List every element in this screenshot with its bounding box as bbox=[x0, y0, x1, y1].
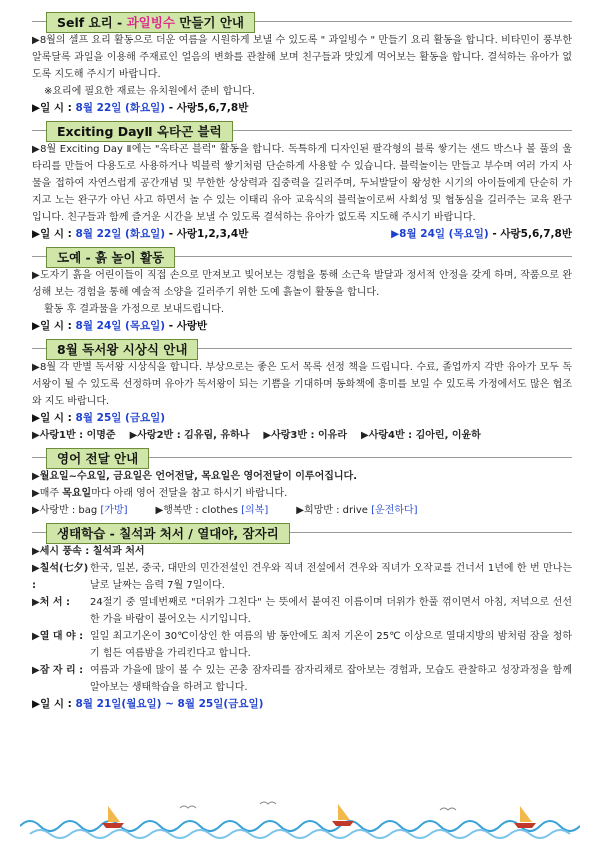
section-body: ▶8월의 셀프 요리 활동으로 더운 여름을 시원하게 보낼 수 있도록 " 과일빙수 " 만들기 요리 활동을 합니다. 비타민이 풍부한 알록달록 과일을 이용해 주재료인 얼음의 변화를 관찰해 보며 친구들과 맛있게 먹어보는 활동을 합니다. 결석하는 유아가 없도록 지도해 주시기 바랍니다. bbox=[32, 35, 572, 80]
section-self-cooking bbox=[32, 12, 572, 117]
boat-icon bbox=[332, 804, 354, 826]
section-body: ▶월요일~수요일, 금요일은 언어전달, 목요일은 영어전달이 이루어집니다. bbox=[32, 471, 358, 482]
section-title: 8월 독서왕 시상식 안내 bbox=[46, 339, 198, 360]
ecology-item: ▶잠 자 리 : 여름과 가을에 많이 볼 수 있는 곤충 잠자리를 잠자리채로 잡아보는 경험과, 모습도 관찰하고 성장과정을 함께 알아보는 생태학습을 하려고 합니다. bbox=[32, 665, 572, 693]
winner-item: ▶사랑2반 : 김유림, 유하나 bbox=[129, 430, 250, 441]
section-pottery bbox=[32, 247, 572, 335]
boat-icon bbox=[514, 806, 536, 828]
section-body: ▶8월 Exciting Day Ⅱ에는 "옥타곤 블럭" 활동을 합니다. 독특하게 디자인된 팔각형의 블록 쌓기는 샌드 박스나 볼 풀의 울타리를 만들어 다용도로 사용하거나 빅블럭 쌓기처럼 단순하게 사용할 수 있습니다. 블럭놀이는 만들고 부수며 여러 가지 사물을 접하여 자연스럽게 공간개념 및 무한한 상상력과 집중력을 길러주며, 두뇌발달이 왕성한 시기의 아이들에게 단순히 가지고 노는 완구가 아닌 사고 하면서 놀 수 있는 이태리 유아 교육식의 블럭놀이로써 사회성 및 협동심을 길러주는 교육 완구입니다. 친구들과 함께 즐거운 시간을 보낼 수 있도록 결석하는 유아가 없도록 지도해 주시기 바랍니다. bbox=[32, 144, 572, 223]
word-item: ▶사랑반 : bag [가방] bbox=[32, 505, 128, 516]
section-date: ▶일 시 : 8월 21일(월요일) ~ 8월 25일(금요일) bbox=[32, 698, 264, 710]
title-text: 만들기 안내 bbox=[174, 15, 245, 30]
section-body: ▶매주 목요일마다 아래 영어 전달을 참고 하시기 바랍니다. bbox=[32, 488, 288, 499]
winner-item: ▶사랑4반 : 김아린, 이윤하 bbox=[361, 430, 481, 441]
ecology-item: ▶칠석(七夕) : 한국, 일본, 중국, 대만의 민간전설인 견우와 직녀 전설에서 견우와 직녀가 오작교를 건너서 1년에 한 번 만나는 날로 날짜는 음력 7월 7일이다. bbox=[32, 563, 572, 591]
boat-icon bbox=[102, 806, 124, 828]
title-text: Self 요리 - bbox=[57, 15, 127, 30]
section-note: ※요리에 필요한 재료는 유치원에서 준비 합니다. bbox=[44, 86, 255, 97]
word-item: ▶행복반 : clothes [의복] bbox=[155, 505, 269, 516]
seagull-icon bbox=[180, 802, 456, 810]
title-highlight: 과일빙수 bbox=[126, 15, 175, 30]
english-word-list bbox=[32, 502, 572, 519]
winner-list bbox=[32, 427, 572, 444]
section-octagon-block bbox=[32, 121, 572, 243]
section-body: ▶8월 각 반별 독서왕 시상식을 합니다. 부상으로는 좋은 도서 목록 선정 책을 드립니다. 수료, 졸업까지 각반 유아가 모두 독서왕이 될 수 있도록 선정하며 유아가 독서왕이 되는 기쁨을 기대하며 동화책에 흥미를 보일 수 있도록 가정에서도 많은 협조와 지도 바랍니다. bbox=[32, 362, 572, 407]
custom-line: ▶세시 풍속 : 칠석과 처서 bbox=[32, 546, 145, 557]
section-english bbox=[32, 448, 572, 519]
section-ecology bbox=[32, 523, 572, 713]
section-title bbox=[46, 12, 255, 33]
section-reading-award bbox=[32, 339, 572, 444]
section-date: ▶일 시 : 8월 25일 (금요일) bbox=[32, 412, 166, 424]
section-title: 생태학습 - 칠석과 처서 / 열대야, 잠자리 bbox=[46, 523, 290, 544]
section-date: ▶일 시 : 8월 22일 (화요일) - 사랑5,6,7,8반 bbox=[32, 102, 249, 114]
section-title: 영어 전달 안내 bbox=[46, 448, 149, 469]
section-date: ▶일 시 : 8월 22일 (화요일) - 사랑1,2,3,4반 ▶8월 24일 (목요일) - 사랑5,6,7,8반 bbox=[32, 228, 572, 240]
section-title: Exciting DayⅡ 옥타곤 블럭 bbox=[46, 121, 233, 142]
section-title: 도예 - 흙 놀이 활동 bbox=[46, 247, 175, 268]
section-note: 활동 후 결과물을 가정으로 보내드립니다. bbox=[44, 304, 225, 315]
word-item: ▶희망반 : drive [운전하다] bbox=[296, 505, 418, 516]
ecology-item: ▶처 서 : 24절기 중 열네번째로 "더위가 그친다" 는 뜻에서 붙여진 이름이며 더위가 한풀 꺾이면서 아침, 저녁으로 선선한 가을 바람이 불어오는 시기입니다. bbox=[32, 597, 572, 625]
wave-decoration bbox=[20, 798, 580, 843]
section-body: ▶도자기 흙을 어린이들이 직접 손으로 만져보고 빚어보는 경험을 통해 소근육 발달과 정서적 안정을 갖게 하며, 작품으로 완성해 보는 경험을 통해 예술적 소양을 길러주기 위한 도예 흙놀이 활동을 합니다. bbox=[32, 270, 572, 298]
winner-item: ▶사랑3반 : 이유라 bbox=[263, 430, 347, 441]
newsletter-page bbox=[32, 8, 572, 713]
ecology-item: ▶열 대 야 : 일일 최고기온이 30℃이상인 한 여름의 밤 동안에도 최저 기온이 25℃ 이상으로 열대지방의 밤처럼 잠을 청하기 힘든 여름밤을 가리킨다고 합니다. bbox=[32, 631, 572, 659]
winner-item: ▶사랑1반 : 이명준 bbox=[32, 430, 116, 441]
section-date: ▶일 시 : 8월 24일 (목요일) - 사랑반 bbox=[32, 320, 208, 332]
